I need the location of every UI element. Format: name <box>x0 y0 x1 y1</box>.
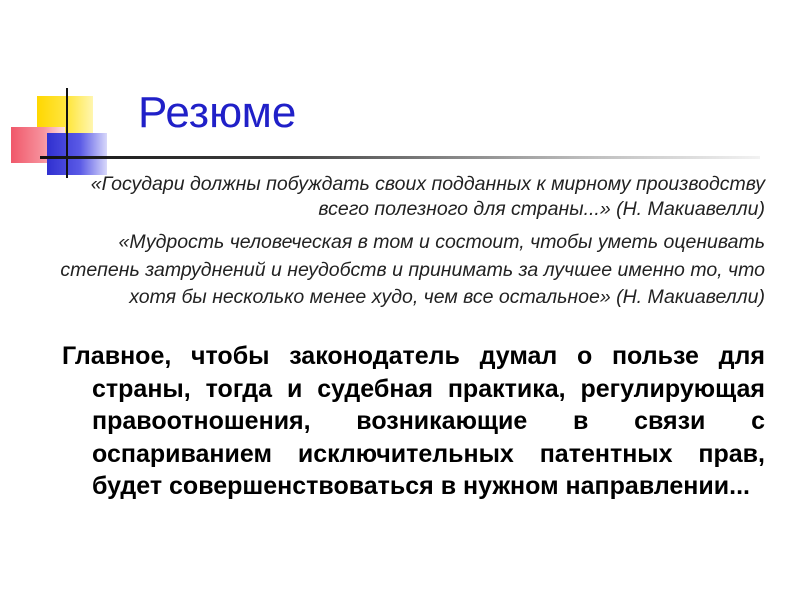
quote-2: «Мудрость человеческая в том и состоит, чтобы уметь оценивать степень затруднений и неудобств и принимать за лучшее именно то, что хотя бы несколько менее худо, чем все остальное» (Н. Макиавелли) <box>60 231 765 308</box>
ornament-blue-square <box>47 133 107 175</box>
quotes-block <box>60 172 765 312</box>
quote-1: «Государи должны побуждать своих подданных к мирному производству всего полезного для страны...» (Н. Макиавелли) <box>90 173 765 220</box>
ornament-vertical-line <box>66 88 68 178</box>
title-underline <box>40 156 760 159</box>
corner-ornament <box>0 0 130 190</box>
main-text <box>62 340 765 503</box>
main-paragraph: Главное, чтобы законодатель думал о пользе для страны, тогда и судебная практика, регулирующая правоотношения, возникающие в связи с оспариванием исключительных патентных прав, будет совершенствоваться в нужном направлении... <box>62 342 765 500</box>
slide-title: Резюме <box>138 88 297 137</box>
